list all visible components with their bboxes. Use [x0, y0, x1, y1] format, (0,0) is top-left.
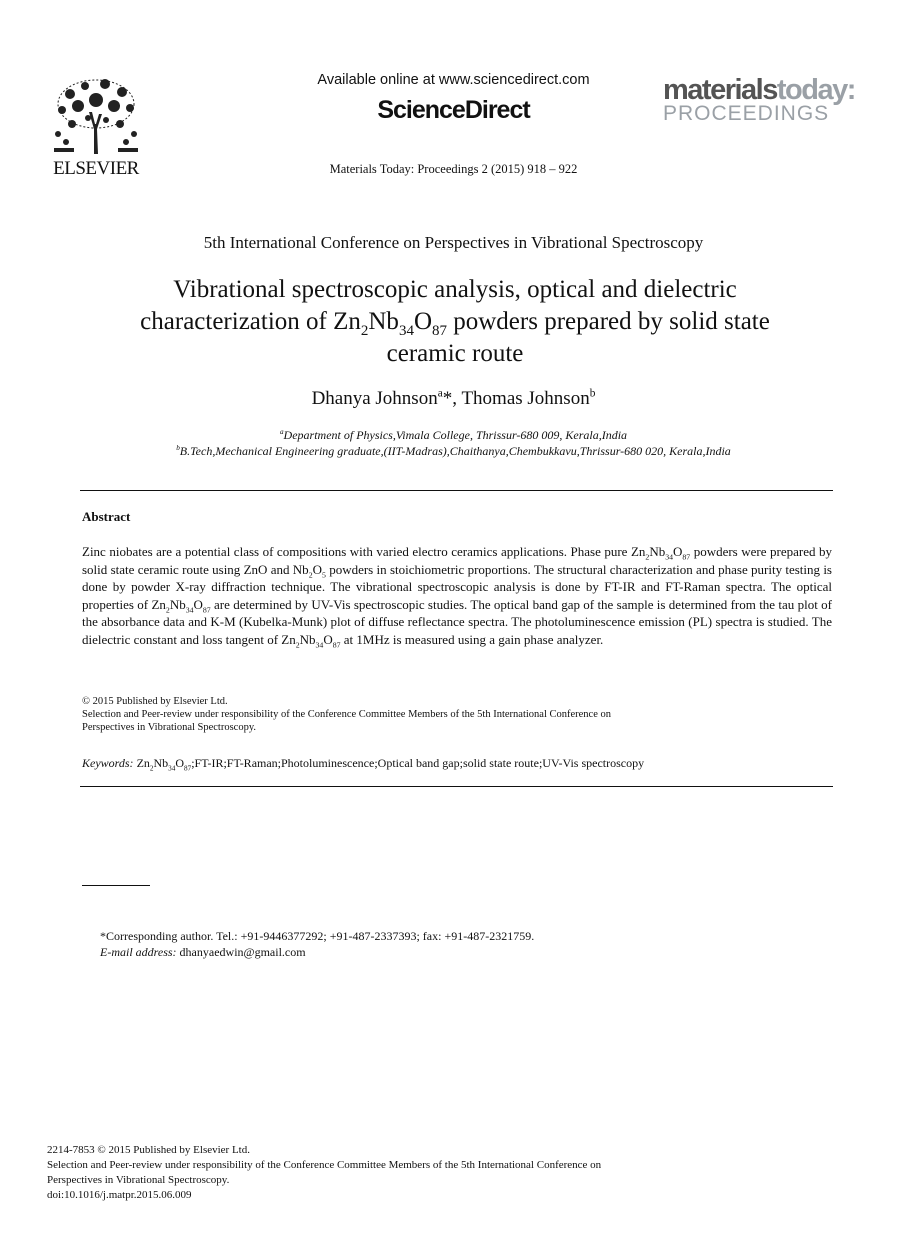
- divider-top: [80, 490, 833, 491]
- journal-citation: Materials Today: Proceedings 2 (2015) 918 – 922: [329, 162, 578, 176]
- keywords: Keywords: $Zn_2Nb_{34}O_{87};FT-IR;FT-Raman;Photoluminescence;Optical$ band gap;solid state route;UV-Vis spectroscopy: [82, 756, 645, 773]
- logo-proceedings: PROCEEDINGS: [663, 102, 830, 125]
- divider-bottom: [80, 786, 833, 787]
- copyright-notice: © 2015 Published by Elsevier Ltd. Selection and Peer-review under responsibility of the Conference Committee Members of the 5th International Conference on Perspectives in Vibrational Spectroscopy.: [82, 696, 611, 733]
- keywords-label: Keywords:: [82, 756, 134, 770]
- abstract-text: Zinc niobates are a potential class of compositions with varied electro ceramics applications. Phase pure $Zn_2Nb_{34}O_{87}$ powders were prepared by solid state ceramic route using ZnO and $Nb_2O_5$ powders in stoichiometric proportions. The structural characterization and phase purity testing is done by powder X-ray diffraction technique. The vibrational spectroscopic analysis is done by FT-IR and FT-Raman spectra. The optical properties of $Zn_2Nb_{34}O_{87}$ are determined by UV-Vis spectroscopic studies. The optical band gap of the sample is determined from the tau plot of the absorbance data and K-M (Kubelka-Munk) plot of diffuse reflectance spectra. The photoluminescence emission (PL) spectra is studied. The dielectric constant and loss tangent of $Zn_2Nb_{34}O_{87}$ at 1MHz is measured using a gain phase analyzer.: [82, 544, 832, 650]
- logo-materials: materials: [663, 74, 777, 106]
- footnote: [100, 928, 534, 960]
- affiliations: [0, 427, 907, 459]
- elsevier-wordmark: ELSEVIER: [53, 158, 139, 179]
- materials-today-proceedings-logo: [663, 76, 855, 124]
- author-name: Thomas Johnson: [461, 388, 590, 409]
- author-name: Dhanya Johnson: [311, 388, 438, 409]
- abstract-heading: Abstract: [82, 509, 131, 524]
- page-footer: 2214-7853 © 2015 Published by Elsevier Ltd. Selection and Peer-review under responsibility of the Conference Committee Members of the 5th International Conference on Perspectives in Vibrational Spectroscopy. doi:10.1016/j.matpr.2015.06.009: [47, 1144, 602, 1201]
- corresponding-author: *Corresponding author. Tel.: +91-9446377292; +91-487-2337393; fax: +91-487-2321759.: [100, 929, 535, 943]
- title-line-3: ceramic route: [386, 340, 524, 367]
- available-online-text: Available online at www.sciencedirect.com: [317, 72, 590, 88]
- email-line: E-mail address: dhanyaedwin@gmail.com: [100, 945, 306, 959]
- affiliation-a: $^a$Department of Physics,Vimala College, Thrissur-680 009, Kerala,India: [279, 428, 628, 442]
- sciencedirect-logo: ScienceDirect: [377, 96, 530, 124]
- logo-today: today:: [776, 74, 855, 106]
- conference-name: 5th International Conference on Perspectives in Vibrational Spectroscopy: [203, 233, 704, 252]
- email-link[interactable]: dhanyaedwin@gmail.com: [176, 945, 306, 959]
- affiliation-b: $^b$B.Tech,Mechanical Engineering graduate,(IIT-Madras),Chaithanya,Chembukkavu,Thrissur-680 020, Kerala,India: [176, 444, 731, 458]
- footnote-rule: [82, 885, 150, 886]
- doi[interactable]: doi:10.1016/j.matpr.2015.06.009: [47, 1189, 192, 1201]
- paper-title: Vibrational spectroscopic analysis, optical and dielectric characterization of $Zn_2Nb_{34}O_{87}$ powders prepared by solid state ceramic route: [140, 276, 770, 367]
- title-line-1: Vibrational spectroscopic analysis, optical and dielectric: [173, 276, 737, 303]
- author-list: Dhanya Johnson$^a$*, Thomas Johnson$^b$: [311, 387, 596, 409]
